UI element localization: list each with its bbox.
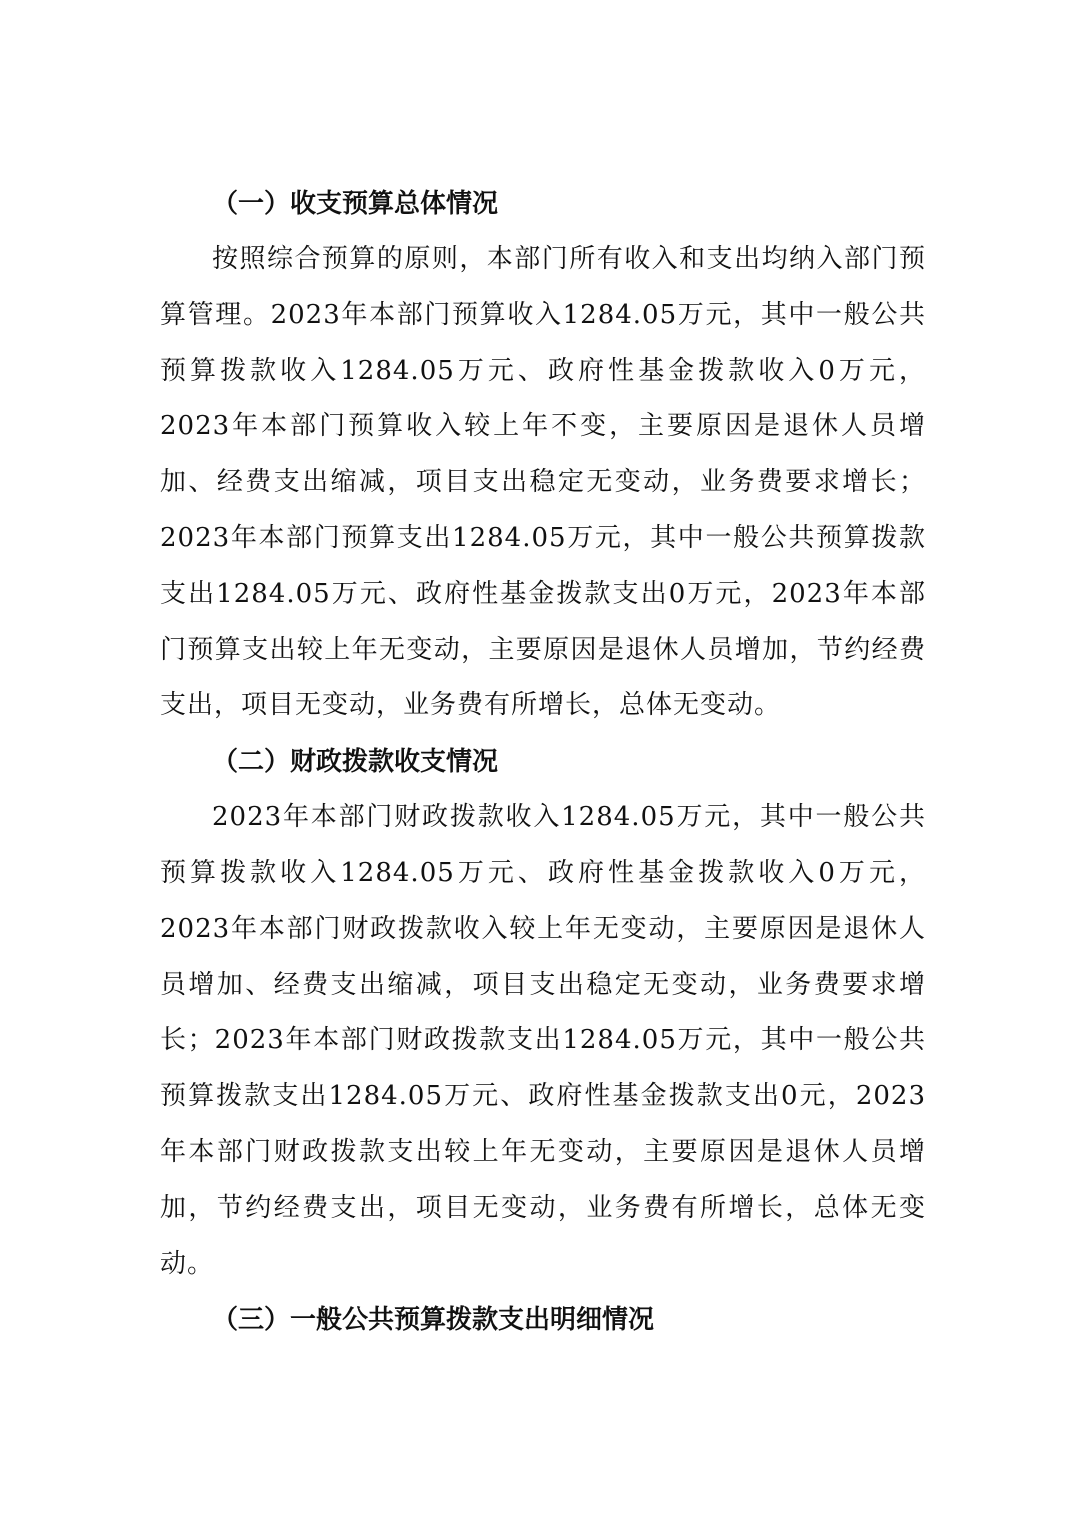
section-2-paragraph: 2023年本部门财政拨款收入1284.05万元，其中一般公共预算拨款收入1284.05万元、政府性基金拨款收入0万元，2023年本部门财政拨款收入较上年无变动，主要原因是退休人员增加、经费支出缩减，项目支出稳定无变动，业务费要求增长；2023年本部门财政拨款支出1284.05万元，其中一般公共预算拨款支出1284.05万元、政府性基金拨款支出0元，2023年本部门财政拨款支出较上年无变动，主要原因是退休人员增加，节约经费支出，项目无变动，业务费有所增长，总体无变动。 [160, 802, 926, 1279]
section-3-heading: （三）一般公共预算拨款支出明细情况 [212, 1305, 655, 1336]
section-2-heading: （二）财政拨款收支情况 [212, 747, 499, 778]
section-1-paragraph: 按照综合预算的原则，本部门所有收入和支出均纳入部门预算管理。2023年本部门预算收入1284.05万元，其中一般公共预算拨款收入1284.05万元、政府性基金拨款收入0万元，2023年本部门预算收入较上年不变，主要原因是退休人员增加、经费支出缩减，项目支出稳定无变动，业务费要求增长；2023年本部门预算支出1284.05万元，其中一般公共预算拨款支出1284.05万元、政府性基金拨款支出0万元，2023年本部门预算支出较上年无变动，主要原因是退休人员增加，节约经费支出，项目无变动，业务费有所增长，总体无变动。 [160, 244, 926, 721]
document-page [160, 176, 926, 1348]
section-1-heading: （一）收支预算总体情况 [212, 189, 499, 219]
